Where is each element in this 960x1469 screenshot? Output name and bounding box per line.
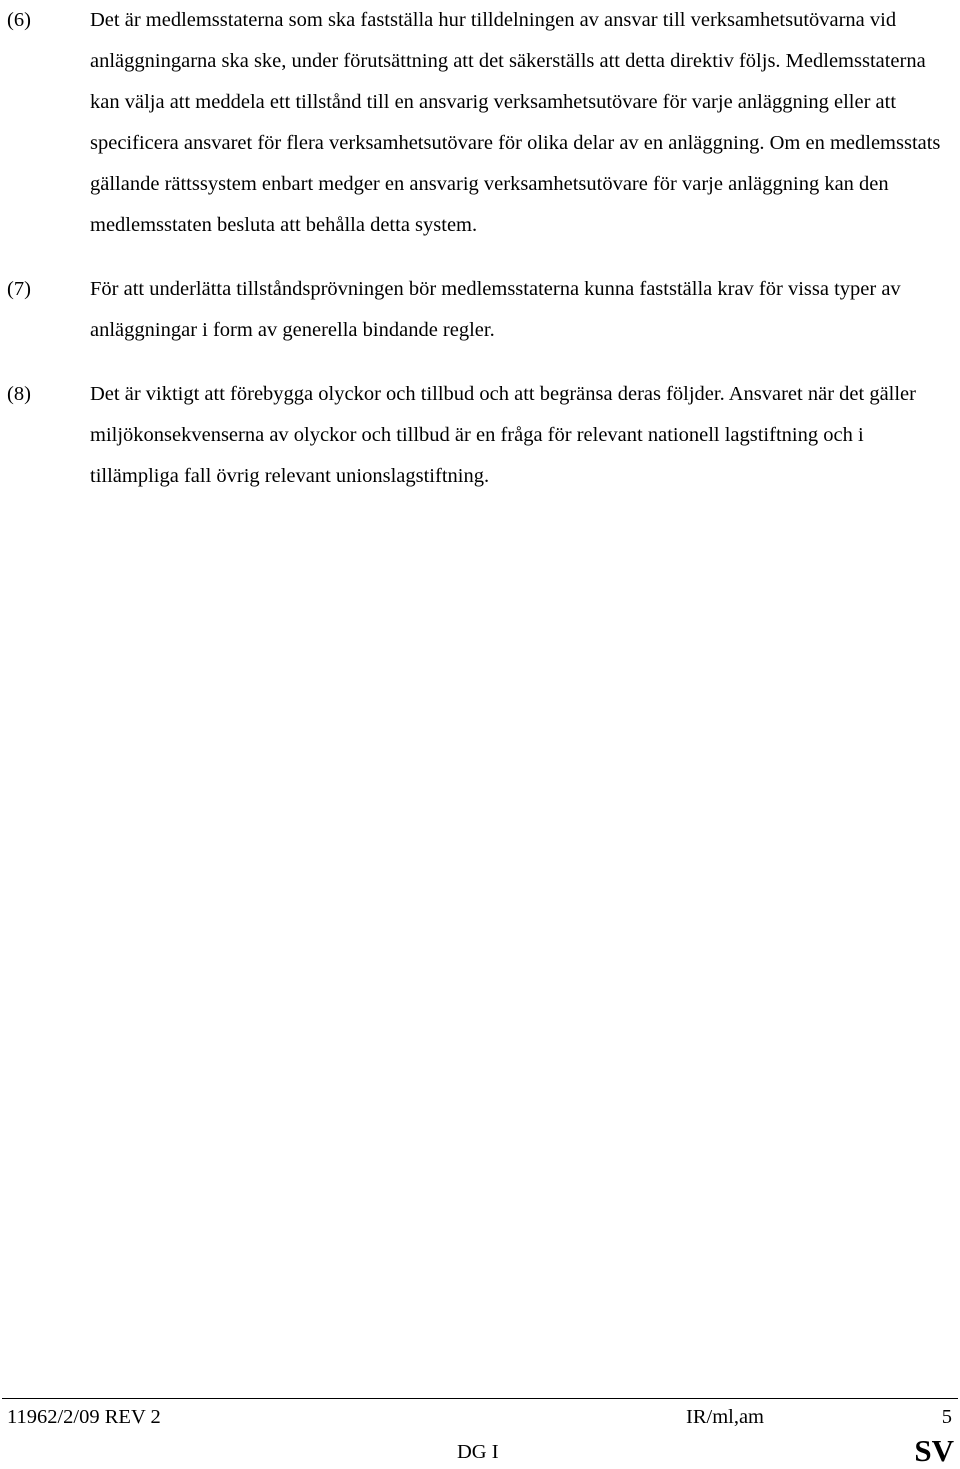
recital-7 [0, 269, 960, 351]
footer-directorate: DG I [457, 1441, 499, 1463]
footer-initials: IR/ml,am [686, 1406, 765, 1428]
footer-page-number: 5 [941, 1406, 952, 1428]
recital-text: För att underlätta tillståndsprövningen bör medlemsstaterna kunna fastställa krav för vissa typer av anläggningar i form av generella bindande regler. [90, 278, 901, 341]
recital-number: (6) [7, 9, 31, 31]
recital-text: Det är medlemsstaterna som ska fastställa hur tilldelningen av ansvar till verksamhetsutövarna vid anläggningarna ska ske, under förutsättning att det säkerställs att detta direktiv följs. Medlemsstaterna kan välja att meddela ett tillstånd till en ansvarig verksamhetsutövare för varje anläggning eller att specificera ansvaret för flera verksamhetsutövare för olika delar av en anläggning. Om en medlemsstats gällande rättssystem enbart medger en ansvarig verksamhetsutövare för varje anläggning kan den medlemsstaten besluta att behålla detta system. [90, 9, 941, 236]
document-body [0, 0, 960, 520]
recital-6 [0, 0, 960, 246]
footer-divider [2, 1398, 958, 1399]
footer-document-reference: 11962/2/09 REV 2 [7, 1406, 161, 1428]
recital-number: (7) [7, 278, 31, 300]
recital-text: Det är viktigt att förebygga olyckor och tillbud och att begränsa deras följder. Ansvaret när det gäller miljökonsekvenserna av olyckor och tillbud är en fråga för relevant nationell lagstiftning och i tillämpliga fall övrig relevant unionslagstiftning. [90, 383, 916, 487]
recital-number: (8) [7, 383, 31, 405]
recital-8 [0, 374, 960, 497]
footer-language-code: SV [914, 1433, 954, 1468]
